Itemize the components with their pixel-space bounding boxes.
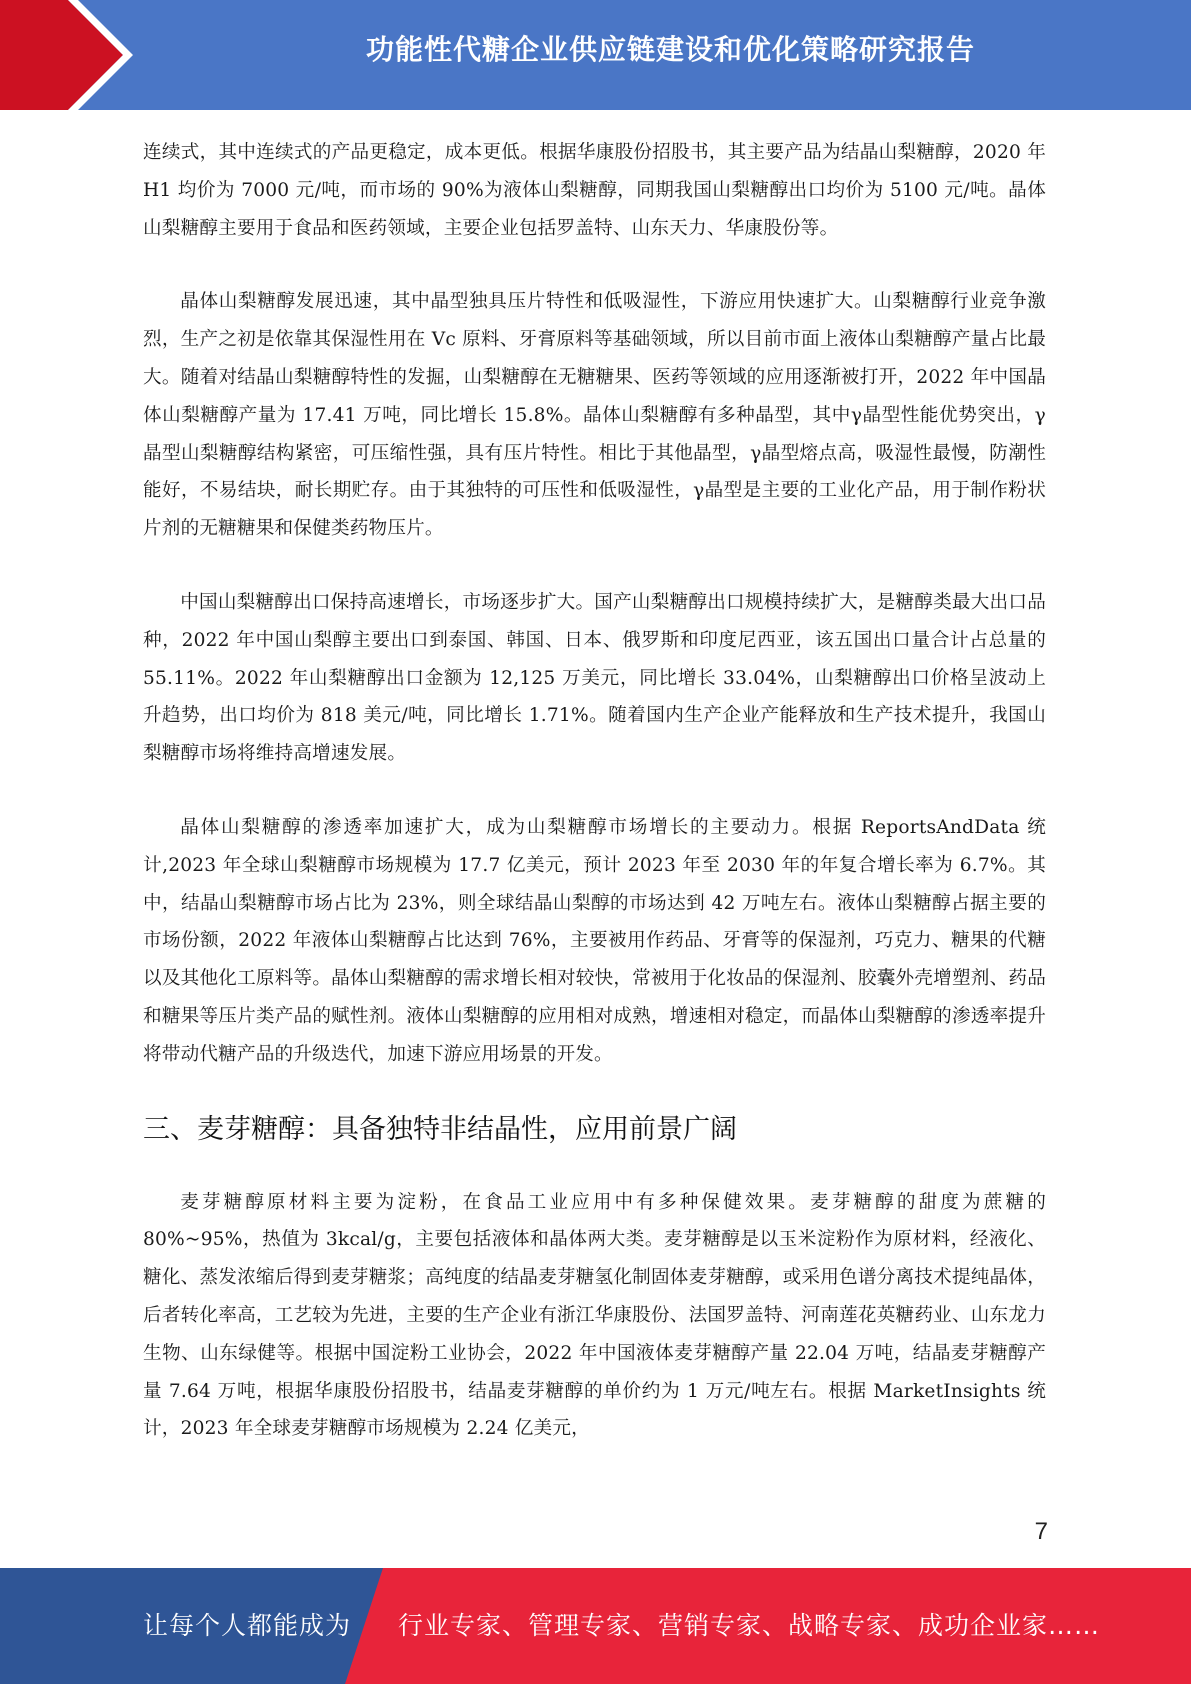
page-footer [0, 1568, 1191, 1684]
body-paragraph-4: 晶体山梨糖醇的渗透率加速扩大，成为山梨糖醇市场增长的主要动力。根据 ReportsAndData 统计,2023 年全球山梨糖醇市场规模为 17.7 亿美元，预计 2023 年至 2030 年的年复合增长率为 6.7%。其中，结晶山梨糖醇市场占比为 23%，则全球结晶山梨醇的市场达到 42 万吨左右。液体山梨糖醇占据主要的市场份额，2022 年液体山梨糖醇占比达到 76%，主要被用作药品、牙膏等的保湿剂，巧克力、糖果的代糖以及其他化工原料等。晶体山梨糖醇的需求增长相对较快，常被用于化妆品的保湿剂、胶囊外壳增塑剂、药品和糖果等压片类产品的赋性剂。液体山梨糖醇的应用相对成熟，增速相对稳定，而晶体山梨糖醇的渗透率提升将带动代糖产品的升级迭代，加速下游应用场景的开发。 [143, 816, 1046, 1065]
body-paragraph-3: 中国山梨糖醇出口保持高速增长，市场逐步扩大。国产山梨糖醇出口规模持续扩大，是糖醇类最大出口品种，2022 年中国山梨醇主要出口到泰国、韩国、日本、俄罗斯和印度尼西亚，该五国出口量合计占总量的 55.11%。2022 年山梨糖醇出口金额为 12,125 万美元，同比增长 33.04%，山梨糖醇出口价格呈波动上升趋势，出口均价为 818 美元/吨，同比增长 1.71%。随着国内生产企业产能释放和生产技术提升，我国山梨糖醇市场将维持高增速发展。 [143, 591, 1046, 765]
body-paragraph-1: 连续式，其中连续式的产品更稳定，成本更低。根据华康股份招股书，其主要产品为结晶山梨糖醇，2020 年 H1 均价为 7000 元/吨，而市场的 90%为液体山梨糖醇，同期我国山梨糖醇出口均价为 5100 元/吨。晶体山梨糖醇主要用于食品和医药领域，主要企业包括罗盖特、山东天力、华康股份等。 [143, 142, 1046, 239]
footer-slogan-left: 让每个人都能成为 [143, 1611, 352, 1640]
section-heading: 三、麦芽糖醇：具备独特非结晶性，应用前景广阔 [143, 1113, 737, 1145]
footer-slogan-right: 行业专家、管理专家、营销专家、战略专家、成功企业家…… [398, 1611, 1101, 1640]
page-number: 7 [1034, 1518, 1048, 1545]
document-title: 功能性代糖企业供应链建设和优化策略研究报告 [365, 33, 975, 66]
page-header [0, 0, 1191, 110]
chevron-red-shape [0, 0, 123, 110]
page-body [143, 134, 1046, 1484]
section-paragraph: 麦芽糖醇原材料主要为淀粉，在食品工业应用中有多种保健效果。麦芽糖醇的甜度为蔗糖的 80%~95%，热值为 3kcal/g，主要包括液体和晶体两大类。麦芽糖醇是以玉米淀粉作为原材料，经液化、糖化、蒸发浓缩后得到麦芽糖浆；高纯度的结晶麦芽糖氢化制固体麦芽糖醇，或采用色谱分离技术提纯晶体，后者转化率高，工艺较为先进，主要的生产企业有浙江华康股份、法国罗盖特、河南莲花英糖药业、山东龙力生物、山东绿健等。根据中国淀粉工业协会，2022 年中国液体麦芽糖醇产量 22.04 万吨，结晶麦芽糖醇产量 7.64 万吨，根据华康股份招股书，结晶麦芽糖醇的单价约为 1 万元/吨左右。根据 MarketInsights 统计，2023 年全球麦芽糖醇市场规模为 2.24 亿美元， [143, 1191, 1046, 1440]
header-chevron-decoration [0, 0, 160, 110]
body-paragraph-2: 晶体山梨糖醇发展迅速，其中晶型独具压片特性和低吸湿性，下游应用快速扩大。山梨糖醇行业竞争激烈，生产之初是依靠其保湿性用在 Vc 原料、牙膏原料等基础领域，所以目前市面上液体山梨糖醇产量占比最大。随着对结晶山梨糖醇特性的发掘，山梨糖醇在无糖糖果、医药等领域的应用逐渐被打开，2022 年中国晶体山梨糖醇产量为 17.41 万吨，同比增长 15.8%。晶体山梨糖醇有多种晶型，其中γ晶型性能优势突出，γ晶型山梨糖醇结构紧密，可压缩性强，具有压片特性。相比于其他晶型，γ晶型熔点高，吸湿性最慢，防潮性能好，不易结块，耐长期贮存。由于其独特的可压性和低吸湿性，γ晶型是主要的工业化产品，用于制作粉状片剂的无糖糖果和保健类药物压片。 [143, 291, 1046, 540]
